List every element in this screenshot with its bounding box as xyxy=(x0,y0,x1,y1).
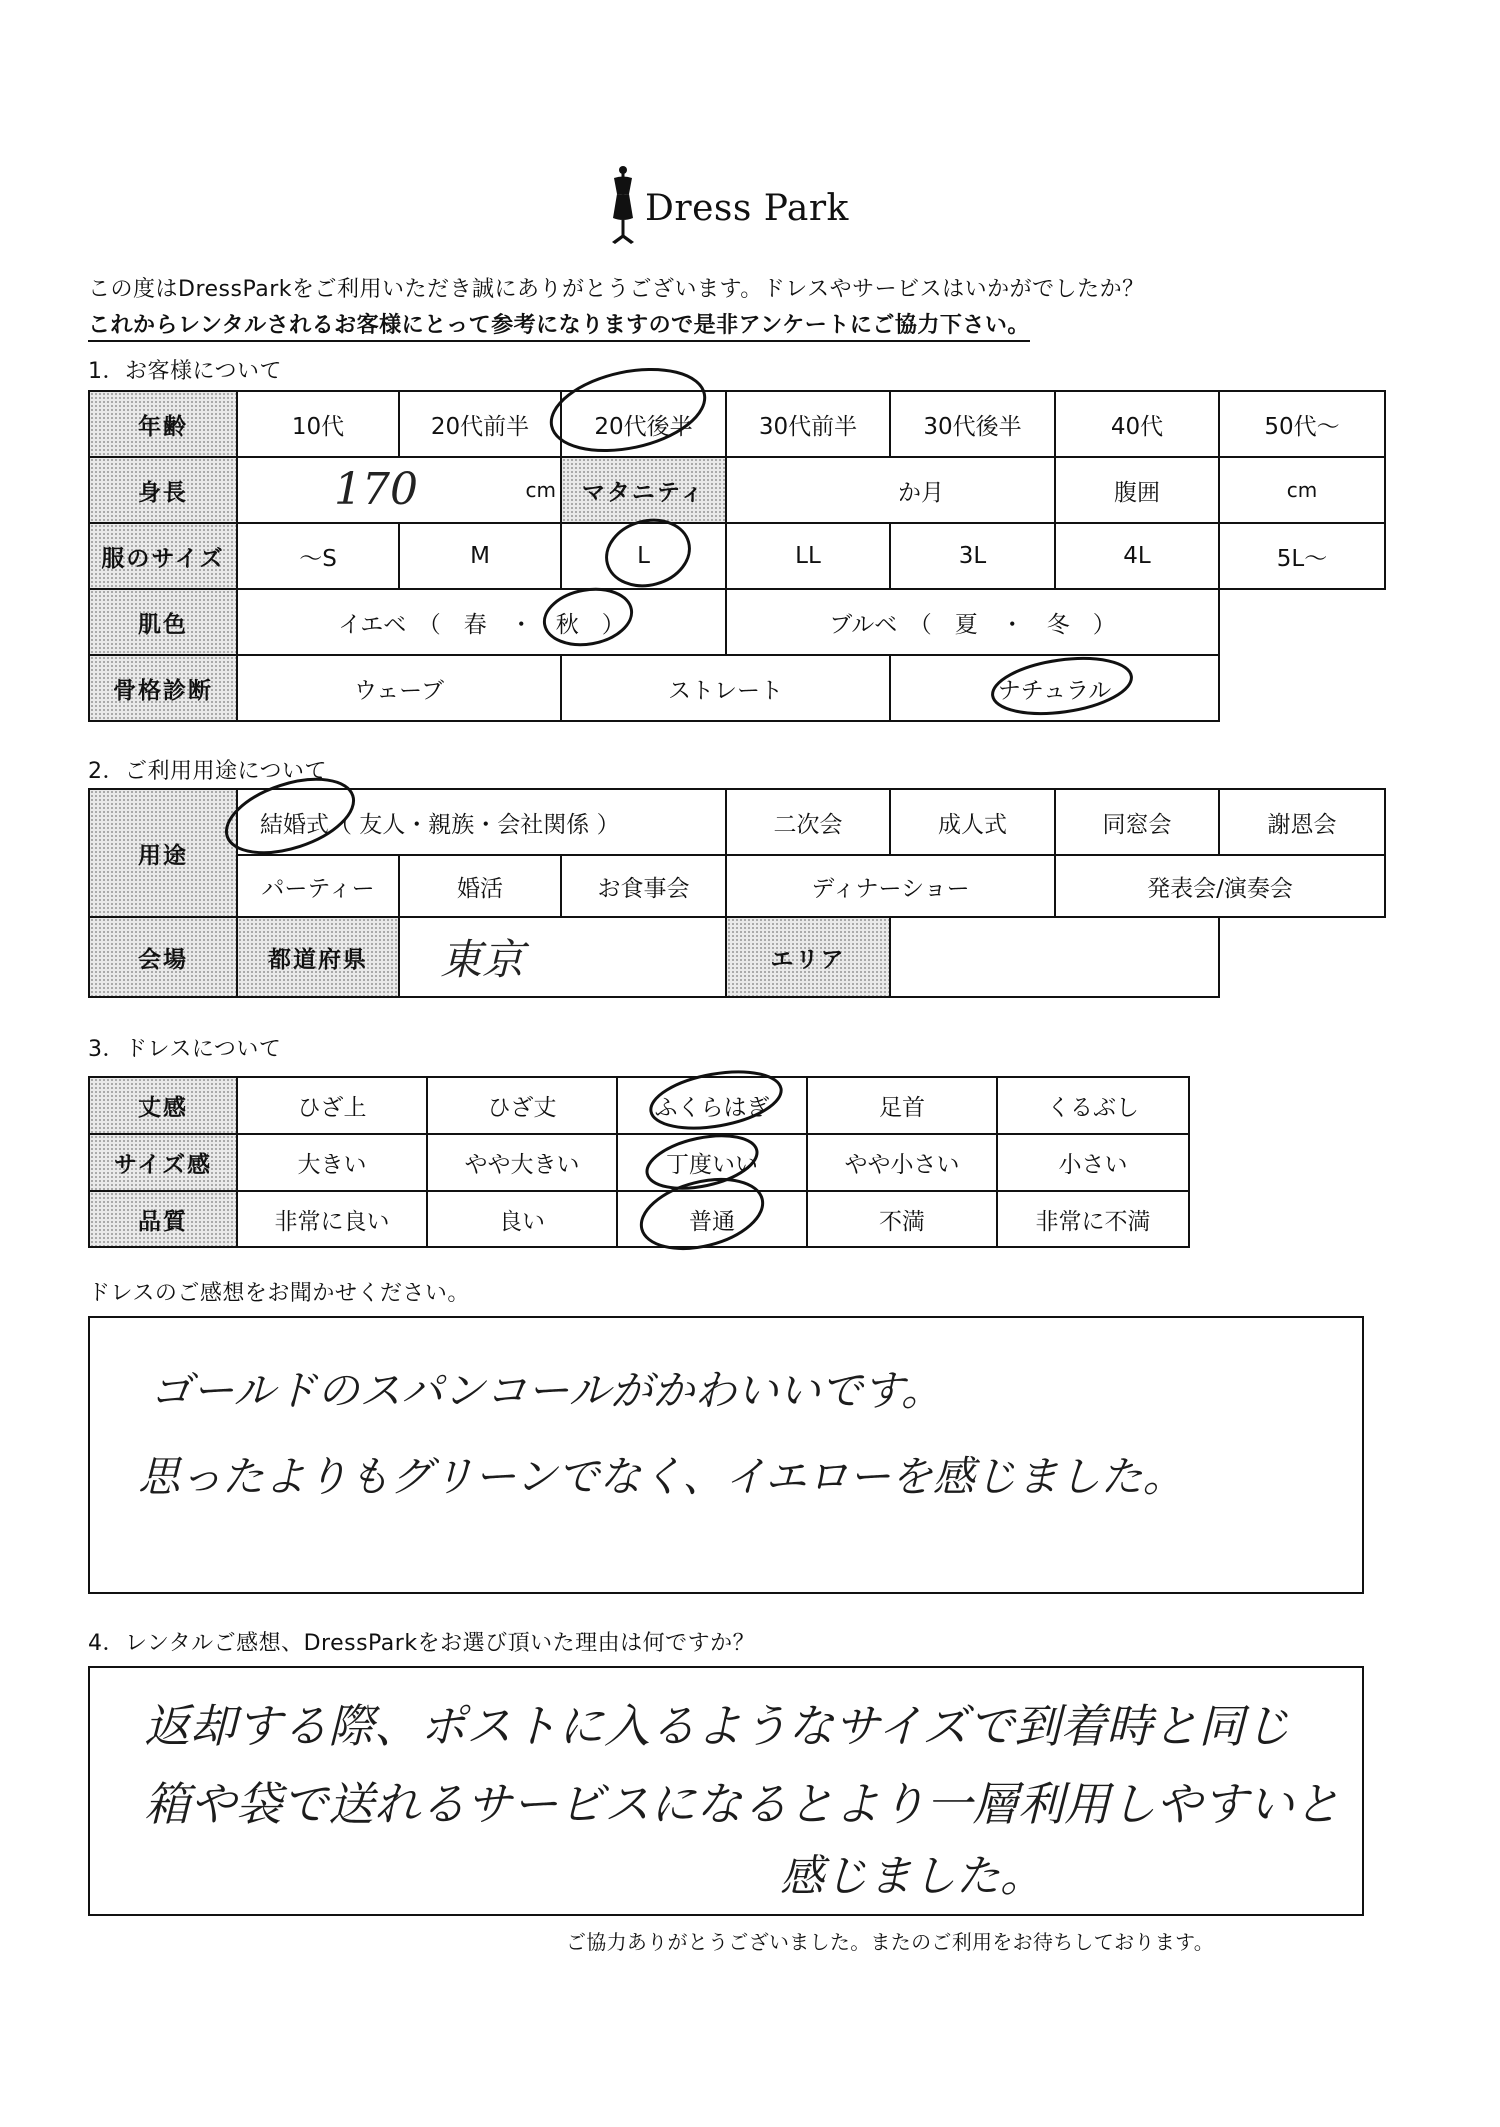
feedback-textarea[interactable] xyxy=(88,1666,1364,1916)
length-row xyxy=(89,1077,1189,1134)
fit-label: サイズ感 xyxy=(89,1134,237,1191)
impression-prompt: ドレスのご感想をお聞かせください。 xyxy=(88,1281,470,1306)
waist-field[interactable] xyxy=(1219,457,1385,523)
frame-option[interactable]: ウェーブ xyxy=(237,655,561,721)
section-4-title: 4．レンタルご感想、DressParkをお選び頂いた理由は何ですか？ xyxy=(88,1631,756,1656)
months-unit: か月 xyxy=(898,479,944,506)
quality-row xyxy=(89,1191,1189,1247)
quality-option[interactable]: 非常に良い xyxy=(237,1191,427,1247)
size-option-selected[interactable]: L xyxy=(561,523,726,589)
frame-label: 骨格診断 xyxy=(89,655,237,721)
empty-cell xyxy=(1219,917,1385,997)
empty-cell xyxy=(1219,589,1385,655)
frame-row xyxy=(89,655,1385,721)
feedback-line: 感じました。 xyxy=(780,1851,1044,1902)
height-row xyxy=(89,457,1385,523)
size-option[interactable]: LL xyxy=(726,523,890,589)
dress-rating-table xyxy=(88,1076,1190,1248)
age-option[interactable]: 10代 xyxy=(237,391,399,457)
length-option[interactable]: 足首 xyxy=(807,1077,997,1134)
area-label: エリア xyxy=(726,917,890,997)
quality-label: 品質 xyxy=(89,1191,237,1247)
fit-row xyxy=(89,1134,1189,1191)
quality-option[interactable]: 非常に不満 xyxy=(997,1191,1189,1247)
purpose-option[interactable]: ディナーショー xyxy=(726,855,1055,917)
age-option-selected[interactable]: 20代後半 xyxy=(561,391,726,457)
size-option[interactable]: M xyxy=(399,523,561,589)
purpose-row-2 xyxy=(89,855,1385,917)
impression-line: 思ったよりもグリーンでなく、イエローを感じました。 xyxy=(138,1452,1185,1501)
age-option[interactable]: 40代 xyxy=(1055,391,1219,457)
waist-label: 腹囲 xyxy=(1055,457,1219,523)
fit-option[interactable]: 大きい xyxy=(237,1134,427,1191)
empty-cell xyxy=(1219,655,1385,721)
size-label: 服のサイズ xyxy=(89,523,237,589)
intro-text: この度はDressParkをご利用いただき誠にありがとうございます。ドレスやサービスはいかがでしたか？ xyxy=(88,277,1145,302)
venue-row xyxy=(89,917,1385,997)
fit-option[interactable]: やや小さい xyxy=(807,1134,997,1191)
purpose-option[interactable]: 発表会/演奏会 xyxy=(1055,855,1385,917)
intro-request-text: これからレンタルされるお客様にとって参考になりますので是非アンケートにご協力下さい。 xyxy=(88,308,1030,342)
purpose-label: 用途 xyxy=(89,789,237,917)
purpose-option[interactable]: 謝恩会 xyxy=(1219,789,1385,855)
brand-logo-text: Dress Park xyxy=(645,188,849,229)
skin-yellow-option[interactable]: イエベ （ 春 ・ 秋 ） xyxy=(237,589,726,655)
purpose-option[interactable]: 婚活 xyxy=(399,855,561,917)
maternity-label: マタニティ xyxy=(561,457,726,523)
age-option[interactable]: 30代後半 xyxy=(890,391,1055,457)
waist-unit: cm xyxy=(1286,478,1318,502)
purpose-option[interactable]: 成人式 xyxy=(890,789,1055,855)
prefecture-label: 都道府県 xyxy=(237,917,399,997)
purpose-option[interactable]: お食事会 xyxy=(561,855,726,917)
feedback-line: 箱や袋で送れるサービスになるとより一層利用しやすいと xyxy=(144,1777,1340,1831)
venue-label: 会場 xyxy=(89,917,237,997)
fit-option-selected[interactable]: 丁度いい xyxy=(617,1134,807,1191)
section-2-title: 2．ご利用用途について xyxy=(88,759,328,784)
frame-option-selected[interactable]: ナチュラル xyxy=(890,655,1219,721)
size-option[interactable]: 4L xyxy=(1055,523,1219,589)
skin-label: 肌色 xyxy=(89,589,237,655)
age-option[interactable]: 30代前半 xyxy=(726,391,890,457)
section-3-title: 3．ドレスについて xyxy=(88,1037,282,1062)
area-field[interactable] xyxy=(890,917,1219,997)
usage-table xyxy=(88,788,1386,998)
length-option[interactable]: ひざ上 xyxy=(237,1077,427,1134)
frame-option[interactable]: ストレート xyxy=(561,655,890,721)
length-option[interactable]: くるぶし xyxy=(997,1077,1189,1134)
age-option[interactable]: 50代～ xyxy=(1219,391,1385,457)
height-field[interactable] xyxy=(237,457,561,523)
height-value: 170 xyxy=(334,464,418,515)
purpose-option-selected[interactable]: 結婚式（ 友人・親族・会社関係 ） xyxy=(237,789,726,855)
customer-info-table xyxy=(88,390,1386,722)
age-row xyxy=(89,391,1385,457)
purpose-option[interactable]: 二次会 xyxy=(726,789,890,855)
quality-option[interactable]: 良い xyxy=(427,1191,617,1247)
purpose-option[interactable]: 同窓会 xyxy=(1055,789,1219,855)
height-label: 身長 xyxy=(89,457,237,523)
prefecture-field[interactable] xyxy=(399,917,726,997)
size-option[interactable]: 5L～ xyxy=(1219,523,1385,589)
skin-blue-option[interactable]: ブルベ （ 夏 ・ 冬 ） xyxy=(726,589,1219,655)
size-row xyxy=(89,523,1385,589)
length-option[interactable]: ひざ丈 xyxy=(427,1077,617,1134)
size-option[interactable]: ～S xyxy=(237,523,399,589)
length-option-selected[interactable]: ふくらはぎ xyxy=(617,1077,807,1134)
purpose-option[interactable]: パーティー xyxy=(237,855,399,917)
impression-textarea[interactable] xyxy=(88,1316,1364,1594)
fit-option[interactable]: やや大きい xyxy=(427,1134,617,1191)
size-option[interactable]: 3L xyxy=(890,523,1055,589)
section-1-title: 1．お客様について xyxy=(88,359,283,384)
prefecture-value: 東京 xyxy=(440,935,525,984)
fit-option[interactable]: 小さい xyxy=(997,1134,1189,1191)
quality-option-selected[interactable]: 普通 xyxy=(617,1191,807,1247)
quality-option[interactable]: 不満 xyxy=(807,1191,997,1247)
age-label: 年齢 xyxy=(89,391,237,457)
feedback-line: 返却する際、ポストに入るようなサイズで到着時と同じ xyxy=(144,1699,1291,1753)
purpose-row-1 xyxy=(89,789,1385,855)
age-option[interactable]: 20代前半 xyxy=(399,391,561,457)
maternity-months-field[interactable] xyxy=(726,457,1055,523)
skin-row xyxy=(89,589,1385,655)
impression-line: ゴールドのスパンコールがかわいいです。 xyxy=(150,1366,943,1415)
footer-thanks: ご協力ありがとうございました。またのご利用をお待ちしております。 xyxy=(566,1930,1214,1954)
length-label: 丈感 xyxy=(89,1077,237,1134)
height-unit: cm xyxy=(525,478,556,502)
